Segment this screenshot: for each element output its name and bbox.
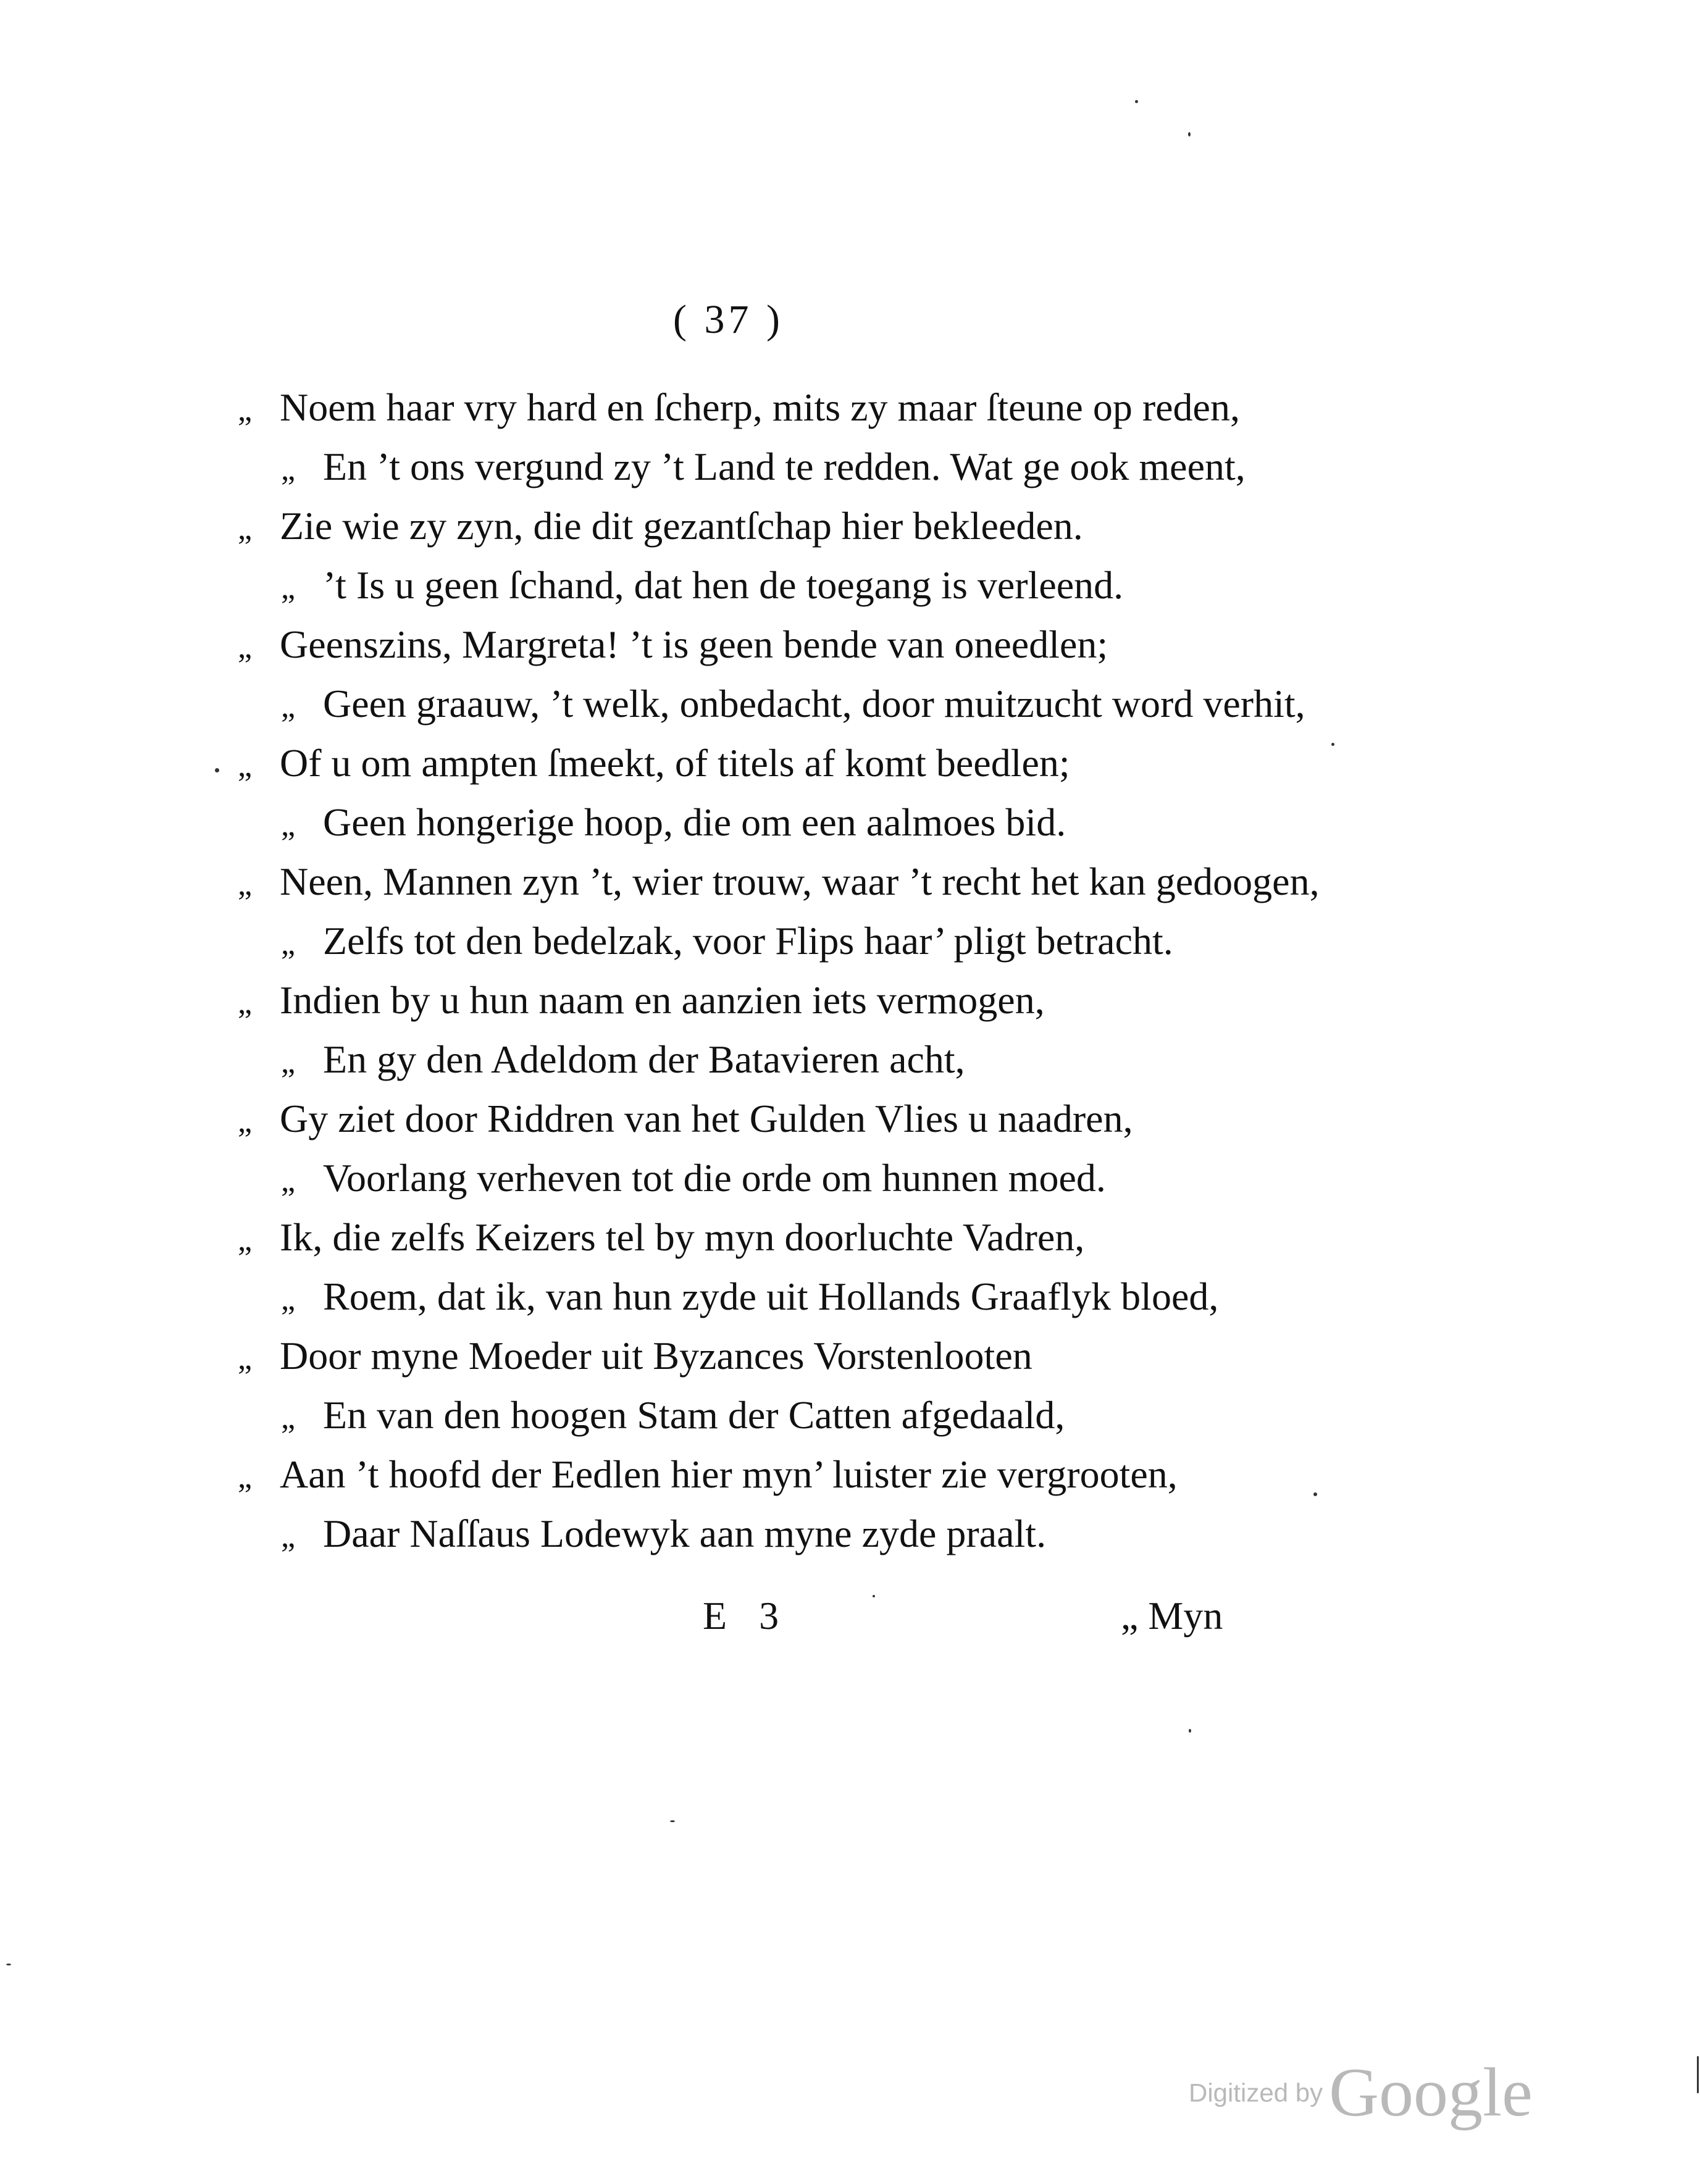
scan-speck — [670, 1820, 675, 1822]
verse-text: Ik, die zelfs Keizers tel by myn doorluchte Vadren, — [280, 1215, 1085, 1259]
verse-line — [238, 738, 1070, 788]
scan-speck — [1188, 132, 1191, 136]
verse-quote-mark: „ — [281, 1519, 296, 1554]
verse-quote-mark: „ — [238, 630, 253, 665]
verse-quote-mark: „ — [238, 1223, 253, 1258]
catchword: „ Myn — [1121, 1594, 1223, 1638]
watermark-logo: Google — [1329, 2054, 1533, 2131]
verse-line — [281, 798, 1066, 847]
verse-quote-mark: „ — [238, 867, 253, 902]
verse-line — [238, 620, 1108, 669]
verse-line — [238, 976, 1045, 1025]
verse-quote-mark: „ — [281, 571, 296, 606]
verse-text: Neen, Mannen zyn ’t, wier trouw, waar ’t recht het kan gedoogen, — [280, 860, 1320, 903]
verse-text: Aan ’t hoofd der Eedlen hier myn’ luister zie vergrooten, — [280, 1452, 1178, 1496]
scan-speck — [6, 1964, 11, 1965]
verse-line — [281, 561, 1123, 610]
verse-text: Noem haar vry hard en ſcherp, mits zy maar ſteune op reden, — [280, 385, 1240, 429]
verse-quote-mark: „ — [281, 689, 296, 724]
scan-speck — [1189, 1729, 1191, 1733]
verse-text: Of u om ampten ſmeekt, of titels af komt beedlen; — [280, 741, 1070, 785]
verse-quote-mark: „ — [281, 1163, 296, 1199]
verse-text: Daar Naſſaus Lodewyk aan myne zyde praalt. — [323, 1512, 1047, 1555]
verse-quote-mark: „ — [238, 393, 253, 428]
scan-speck — [1135, 100, 1138, 103]
verse-text: En gy den Adeldom der Batavieren acht, — [323, 1037, 965, 1081]
verse-line — [281, 442, 1246, 492]
verse-line — [238, 1331, 1032, 1381]
verse-text: Indien by u hun naam en aanzien iets vermogen, — [280, 978, 1045, 1022]
verse-quote-mark: „ — [238, 1104, 253, 1139]
verse-line — [238, 1213, 1084, 1262]
digitized-watermark — [1189, 2053, 1533, 2133]
verse-line — [281, 679, 1305, 729]
verse-line — [281, 1035, 965, 1084]
verse-quote-mark: „ — [238, 1460, 253, 1495]
scan-speck — [1697, 2056, 1699, 2093]
verse-text: Geen hongerige hoop, die om een aalmoes bid. — [323, 800, 1066, 844]
verse-quote-mark: „ — [238, 748, 253, 784]
verse-quote-mark: „ — [281, 808, 296, 843]
verse-text: Door myne Moeder uit Byzances Vorstenlooten — [280, 1334, 1032, 1378]
verse-text: Roem, dat ik, van hun zyde uit Hollands Graaflyk bloed, — [323, 1274, 1219, 1318]
verse-line — [238, 501, 1083, 551]
scan-speck — [215, 768, 219, 772]
scan-speck — [1331, 743, 1334, 746]
verse-quote-mark: „ — [281, 1400, 296, 1436]
verse-line — [238, 383, 1240, 432]
verse-quote-mark: „ — [281, 1282, 296, 1317]
verse-quote-mark: „ — [238, 511, 253, 546]
verse-text: En ’t ons vergund zy ’t Land te redden. Wat ge ook meent, — [323, 445, 1246, 488]
verse-quote-mark: „ — [238, 985, 253, 1021]
verse-quote-mark: „ — [238, 1341, 253, 1376]
verse-text: Zelfs tot den bedelzak, voor Flips haar’ pligt betracht. — [323, 919, 1173, 963]
verse-quote-mark: „ — [281, 452, 296, 487]
verse-line — [281, 916, 1173, 966]
verse-quote-mark: „ — [281, 926, 296, 961]
verse-text: Zie wie zy zyn, die dit gezantſchap hier bekleeden. — [280, 504, 1083, 548]
verse-text: Voorlang verheven tot die orde om hunnen moed. — [323, 1156, 1106, 1200]
verse-line — [281, 1153, 1106, 1203]
verse-text: Geen graauw, ’t welk, onbedacht, door muitzucht word verhit, — [323, 682, 1305, 726]
verse-line — [281, 1391, 1065, 1440]
watermark-prefix: Digitized by — [1189, 2078, 1323, 2107]
verse-line — [281, 1272, 1218, 1321]
verse-line — [238, 1094, 1133, 1144]
verse-line — [238, 857, 1320, 906]
verse-quote-mark: „ — [281, 1045, 296, 1080]
verse-text: Gy ziet door Riddren van het Gulden Vlies u naadren, — [280, 1097, 1133, 1140]
signature-mark: E 3 — [703, 1594, 790, 1638]
verse-text: ’t Is u geen ſchand, dat hen de toegang is verleend. — [323, 563, 1124, 607]
scan-speck — [873, 1595, 875, 1597]
verse-line — [238, 1450, 1178, 1499]
verse-text: En van den hoogen Stam der Catten afgedaald, — [323, 1393, 1065, 1437]
page-number: ( 37 ) — [673, 297, 784, 342]
verse-text: Geenszins, Margreta! ’t is geen bende van oneedlen; — [280, 622, 1108, 666]
verse-line — [281, 1509, 1046, 1559]
scan-speck — [1313, 1492, 1317, 1496]
